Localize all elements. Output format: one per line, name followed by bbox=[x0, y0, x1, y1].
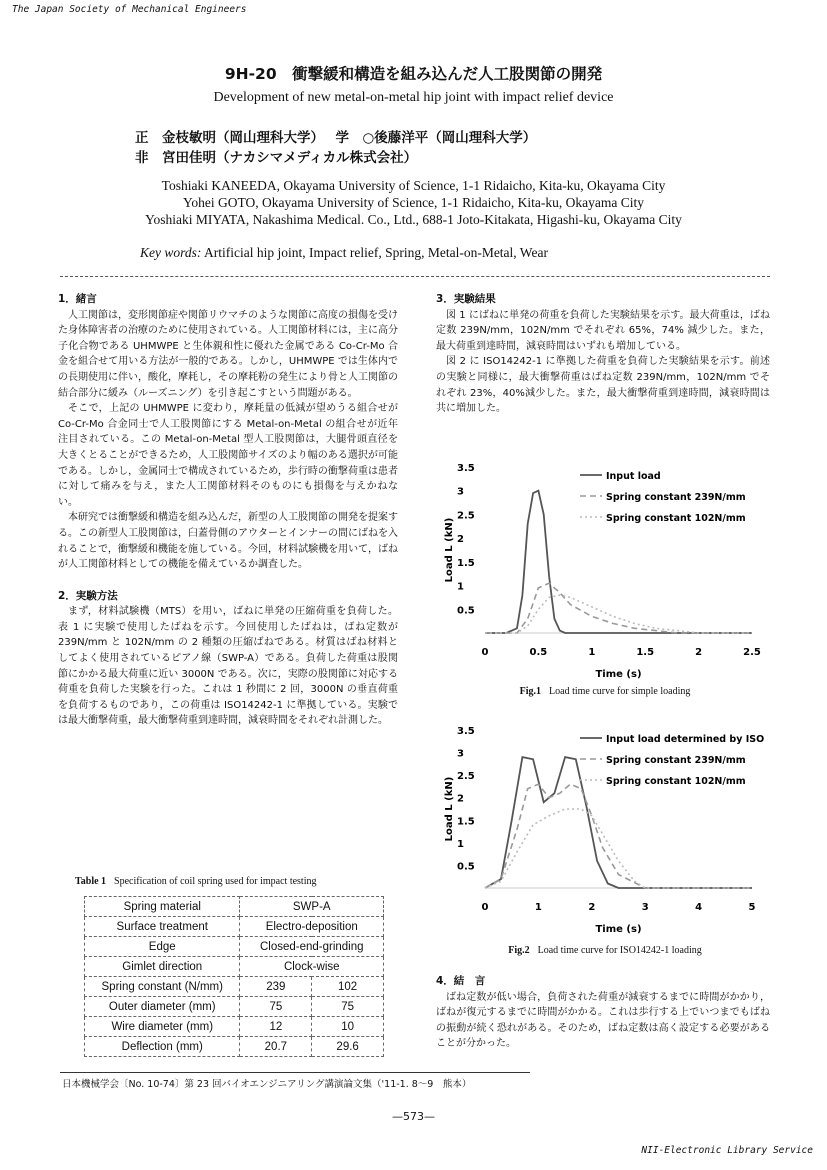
service-footer: NII-Electronic Library Service bbox=[641, 1145, 813, 1156]
table-row-label: Outer diameter (mm) bbox=[85, 997, 240, 1017]
figure-2-label: Fig.2 bbox=[508, 945, 530, 956]
table-row-label: Edge bbox=[85, 937, 240, 957]
table-row bbox=[85, 917, 384, 937]
paper-title-jp: 9H-20 衝撃緩和構造を組み込んだ人工股関節の開発 bbox=[224, 65, 603, 83]
keywords bbox=[140, 245, 548, 261]
table-row bbox=[85, 937, 384, 957]
x-tick-label: 1.5 bbox=[636, 647, 655, 658]
x-tick-label: 1 bbox=[588, 647, 596, 658]
section-3-heading: 3．実験結果 bbox=[436, 293, 496, 305]
section-3-paragraph-1: 図 1 にばねに単発の荷重を負荷した実験結果を示す。最大荷重は，ばね定数 239N/mm，102N/mm でそれぞれ 65%，74% 減少した。また，最大荷重到達時間，減衰時間はいずれも増加している。 bbox=[436, 309, 770, 352]
legend-label: Input load bbox=[606, 471, 661, 482]
y-axis-label: Load L (kN) bbox=[444, 776, 455, 842]
figure-2-caption bbox=[440, 945, 770, 956]
table-row-label: Deflection (mm) bbox=[85, 1037, 240, 1057]
x-tick-label: 2.5 bbox=[743, 647, 761, 658]
x-axis-label: Time (s) bbox=[595, 924, 642, 935]
affiliation-2: Yohei GOTO, Okayama University of Science, 1-1 Ridaicho, Kita-ku, Okayama City bbox=[182, 195, 645, 210]
table-cell-value: 75 bbox=[312, 997, 384, 1017]
table-cell-value: Closed-end-grinding bbox=[240, 937, 384, 957]
figure-1-caption bbox=[440, 686, 770, 697]
y-tick-label: 2 bbox=[457, 793, 464, 805]
table-row-label: Spring material bbox=[85, 897, 240, 917]
y-tick-label: 0.5 bbox=[457, 861, 475, 873]
y-tick-label: 1.5 bbox=[457, 557, 475, 569]
x-tick-label: 2 bbox=[695, 647, 703, 658]
x-tick-label: 2 bbox=[588, 902, 596, 913]
x-tick-label: 0 bbox=[481, 902, 489, 913]
y-tick-label: 2.5 bbox=[457, 771, 475, 783]
table-row bbox=[85, 957, 384, 977]
table-row-label: Spring constant (N/mm) bbox=[85, 977, 240, 997]
x-tick-label: 5 bbox=[748, 902, 756, 913]
affiliation-1: Toshiaki KANEEDA, Okayama University of Science, 1-1 Ridaicho, Kita-ku, Okayama City bbox=[161, 178, 666, 193]
table-cell-value: 102 bbox=[312, 977, 384, 997]
figure-1-label: Fig.1 bbox=[519, 686, 542, 697]
section-4-heading: 4．結 言 bbox=[436, 975, 486, 987]
table-cell-value: SWP-A bbox=[240, 897, 384, 917]
section-2-heading: 2．実験方法 bbox=[58, 589, 118, 602]
figure-2-caption-text: Load time curve for ISO14242-1 loading bbox=[537, 945, 702, 956]
y-tick-label: 0.5 bbox=[457, 605, 475, 617]
y-tick-label: 2 bbox=[457, 534, 464, 546]
y-axis-label: Load L (kN) bbox=[444, 517, 455, 583]
figure-1-chart bbox=[440, 455, 770, 685]
authors-jp-line-2: 非 宮田佳明（ナカシマメディカル株式会社） bbox=[135, 150, 418, 166]
table-1-label: Table 1 bbox=[75, 876, 107, 887]
page-number: —573— bbox=[392, 1110, 435, 1123]
x-tick-label: 4 bbox=[695, 902, 703, 913]
legend-label: Spring constant 239N/mm bbox=[606, 755, 746, 766]
legend-label: Spring constant 102N/mm bbox=[606, 513, 746, 524]
legend-label: Input load determined by ISO bbox=[606, 734, 765, 745]
table-row bbox=[85, 897, 384, 917]
section-1-paragraph-2: そこで，上記の UHMWPE に変わり，摩耗量の低減が望めうる組合せが Co-Cr-Mo 合金同士で人工股関節にする Metal-on-Metal の組合せが近年注目されている。この Metal-on-Metal 型人工股関節は，大腿骨頭直径を大きくとることができるため，人工股関節サイズのより幅のある選択が可能である。しかし，金属同士で構成されているため，歩行時の衝撃荷重は患者に対して痛みを与え，また人工関節材料そのものにも損傷を与えかねない。 bbox=[58, 403, 398, 508]
y-tick-label: 3.5 bbox=[457, 463, 475, 474]
section-2-paragraph-1: まず，材料試験機（MTS）を用い，ばねに単発の圧縮荷重を負荷した。表 1 に実験で使用したばねを示す。今回使用したばねは，ばね定数が 239N/mm と 102N/mm の 2 種類の圧縮ばねである。材質はばね材料としてよく使用されているピアノ線（SWP-A）である。負荷した荷重は股関節にかかる最大荷重に近い 3000N である。次に，実際の股関節に対応する荷重を負荷した実験を行った。これは 1 秒間に 2 回，3000N の垂直荷重を負荷するものであり，この荷重は ISO14242-1 に準拠している。実験では最大衝撃荷重，最大衝撃荷重到達時間，減衰時間をそれぞれ計測した。 bbox=[58, 606, 398, 727]
series-line-3 bbox=[485, 595, 752, 633]
x-axis-label: Time (s) bbox=[595, 669, 642, 680]
table-row-label: Gimlet direction bbox=[85, 957, 240, 977]
table-cell-value: 20.7 bbox=[240, 1037, 312, 1057]
table-row-label: Surface treatment bbox=[85, 917, 240, 937]
proceedings-note: 日本機械学会〔No. 10-74〕第 23 回バイオエンジニアリング講演論文集（'11-1. 8～9 熊本） bbox=[62, 1079, 472, 1090]
legend-label: Spring constant 239N/mm bbox=[606, 492, 746, 503]
section-4-paragraph-1: ばね定数が低い場合，負荷された荷重が減衰するまでに時間がかかり，ばねが復元するまでに時間がかかる。これは歩行する上でいつまでもばねの振動が続く恐れがある。そのため，ばね定数は高く設定する必要があることが分かった。 bbox=[436, 991, 770, 1050]
table-row-label: Wire diameter (mm) bbox=[85, 1017, 240, 1037]
section-1-paragraph-1: 人工関節は，変形関節症や関節リウマチのような関節に高度の損傷を受けた身体障害者の治療のために使用されている。人工関節材料には，主に高分子化合物である UHMWPE と生体親和性に優れた金属である Co-Cr-Mo 合金を組合せて用いる方法が一般的である。しかし，UHMWPE では生体内での長期使用に伴い，酸化，摩耗し，その摩耗粉の発生により骨と人工関節の結合部分に緩み（ルーズニング）を引き起こすという問題がある。 bbox=[58, 309, 398, 399]
y-tick-label: 1 bbox=[457, 838, 464, 850]
paper-title-en: Development of new metal-on-metal hip joint with impact relief device bbox=[213, 90, 614, 105]
figure-2-chart bbox=[440, 718, 770, 940]
y-tick-label: 1 bbox=[457, 581, 464, 593]
section-1-paragraph-3: 本研究では衝撃緩和構造を組み込んだ，新型の人工股関節の開発を提案する。この新型人工股関節は，臼蓋骨側のアウターとインナーの間にばねを入れることで，衝撃緩和機能を施している。今回，材料試験機を用いて，ばねが人工関節材料としての機能を備えているか調査した。 bbox=[58, 512, 398, 571]
table-row bbox=[85, 997, 384, 1017]
keywords-label: Key words: bbox=[140, 245, 202, 260]
table-row bbox=[85, 1037, 384, 1057]
series-line-3 bbox=[485, 809, 752, 888]
table-1-caption-text: Specification of coil spring used for impact testing bbox=[114, 876, 317, 887]
left-column bbox=[58, 292, 398, 729]
spec-table bbox=[84, 896, 384, 1057]
authors-jp-line-1: 正 金枝敏明（岡山理科大学） 学 ○後藤洋平（岡山理科大学） bbox=[135, 130, 537, 146]
table-cell-value: 12 bbox=[240, 1017, 312, 1037]
society-header: The Japan Society of Mechanical Engineers bbox=[12, 4, 247, 15]
table-cell-value: Clock-wise bbox=[240, 957, 384, 977]
x-tick-label: 1 bbox=[534, 902, 542, 913]
y-tick-label: 2.5 bbox=[457, 510, 475, 522]
y-tick-label: 1.5 bbox=[457, 816, 475, 828]
table-cell-value: 75 bbox=[240, 997, 312, 1017]
table-row bbox=[85, 1017, 384, 1037]
series-line-2 bbox=[485, 784, 752, 888]
x-tick-label: 3 bbox=[641, 902, 649, 913]
table-cell-value: 239 bbox=[240, 977, 312, 997]
affiliation-3: Yoshiaki MIYATA, Nakashima Medical. Co., Ltd., 688-1 Joto-Kitakata, Higashi-ku, Okayama City bbox=[145, 212, 682, 227]
y-tick-label: 3 bbox=[457, 486, 464, 498]
table-1-caption bbox=[75, 876, 316, 887]
x-tick-label: 0.5 bbox=[529, 647, 548, 658]
footer-rule bbox=[60, 1072, 530, 1073]
conclusion-block bbox=[436, 974, 770, 1052]
table-cell-value: 29.6 bbox=[312, 1037, 384, 1057]
table-row bbox=[85, 977, 384, 997]
right-column bbox=[436, 292, 770, 417]
section-1-heading: 1．緒言 bbox=[58, 293, 97, 305]
legend-label: Spring constant 102N/mm bbox=[606, 776, 746, 787]
figure-1-caption-text: Load time curve for simple loading bbox=[549, 686, 691, 697]
y-tick-label: 3 bbox=[457, 748, 464, 760]
x-tick-label: 0 bbox=[481, 647, 489, 658]
y-tick-label: 3.5 bbox=[457, 726, 475, 737]
section-divider bbox=[60, 276, 770, 277]
series-line-2 bbox=[485, 583, 752, 633]
section-3-paragraph-2: 図 2 に ISO14242-1 に準拠した荷重を負荷した実験結果を示す。前述の実験と同様に，最大衝撃荷重はばね定数 239N/mm，102N/mm でそれぞれ 23%，40%減少した。また，最大衝撃荷重到達時間，減衰時間は共に増加した。 bbox=[436, 356, 770, 415]
table-cell-value: Electro-deposition bbox=[240, 917, 384, 937]
table-cell-value: 10 bbox=[312, 1017, 384, 1037]
keywords-text: Artificial hip joint, Impact relief, Spring, Metal-on-Metal, Wear bbox=[204, 245, 548, 260]
